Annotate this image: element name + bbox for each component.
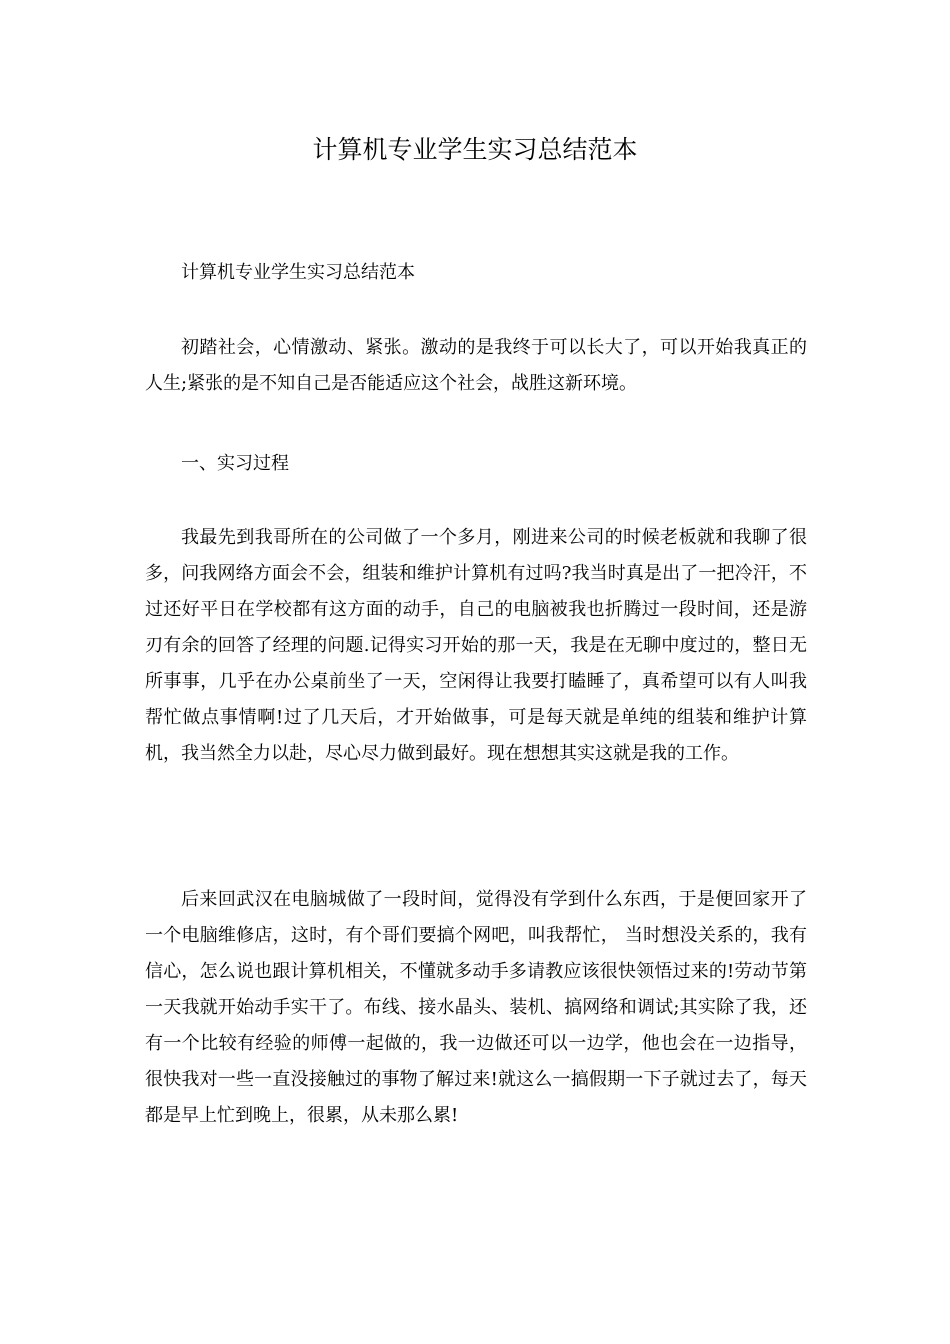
paragraph-wuhan	[145, 882, 807, 1134]
paragraph-text: 初踏社会，心情激动、紧张。激动的是我终于可以长大了，可以开始我真正的人生;紧张的是不知自己是否能适应这个社会，战胜这新环境。	[145, 337, 807, 394]
paragraph-intro	[145, 330, 807, 402]
section-heading-internship-process	[145, 446, 807, 482]
section-heading-text: 一、实习过程	[181, 453, 289, 474]
paragraph-text: 后来回武汉在电脑城做了一段时间，觉得没有学到什么东西，于是便回家开了一个电脑维修店，这时，有个哥们要搞个网吧，叫我帮忙， 当时想没关系的，我有信心，怎么说也跟计算机相关，不懂就多动手多请教应该很快领悟过来的!劳动节第一天我就开始动手实干了。布线、接水晶头、装机、搞网络和调试;其实除了我，还有一个比较有经验的师傅一起做的，我一边做还可以一边学，他也会在一边指导，很快我对一些一直没接触过的事物了解过来!就这么一搞假期一下子就过去了，每天都是早上忙到晚上，很累，从未那么累!	[145, 889, 807, 1126]
paragraph-text: 我最先到我哥所在的公司做了一个多月，刚进来公司的时候老板就和我聊了很多，问我网络方面会不会，组装和维护计算机有过吗?我当时真是出了一把冷汗，不过还好平日在学校都有这方面的动手，自己的电脑被我也折腾过一段时间，还是游刃有余的回答了经理的问题.记得实习开始的那一天，我是在无聊中度过的，整日无所事事，几乎在办公桌前坐了一天，空闲得让我要打瞌睡了，真希望可以有人叫我帮忙做点事情啊!过了几天后，才开始做事，可是每天就是单纯的组装和维护计算机，我当然全力以赴，尽心尽力做到最好。现在想想其实这就是我的工作。	[145, 527, 807, 764]
document-title: 计算机专业学生实习总结范本	[312, 135, 638, 164]
paragraph-first-job	[145, 520, 807, 772]
paragraph-subtitle	[145, 255, 807, 291]
paragraph-text: 计算机专业学生实习总结范本	[181, 262, 415, 283]
